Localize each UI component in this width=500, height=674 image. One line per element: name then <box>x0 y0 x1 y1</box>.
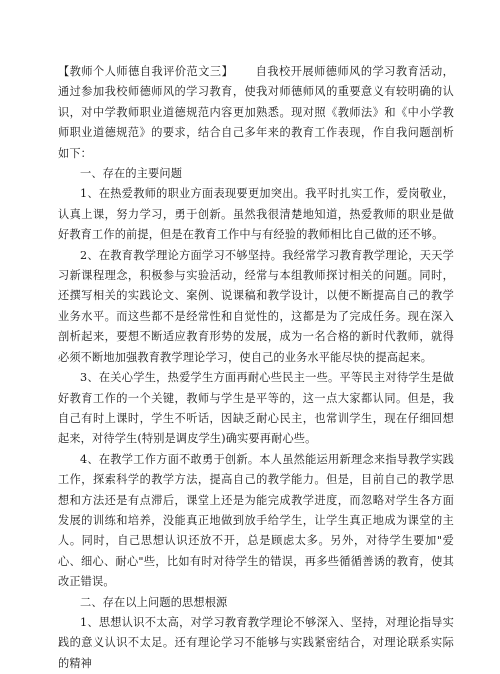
section-heading-root-causes: 二、存在以上问题的思想根源 <box>80 595 228 609</box>
document-title: 【教师个人师德自我评价范文三】 <box>58 65 234 78</box>
paragraph-love-profession: 1、在热爱教师的职业方面表现要更加突出。我平时扎实工作，爱岗敬业，认真上课，努力学习，勇于创新。虽然我很清楚地知道，热爱教师的职业是做好教育工作的前提，但是在教育工作中与有经验的教师相比自己做的还不够。 <box>58 187 454 242</box>
intro-paragraph <box>58 62 454 164</box>
paragraph-innovation: 4、在教学工作方面不敢勇于创新。本人虽然能运用新理念来指导教学实践工作，探索科学的教学方法，提高自己的教学能力。但是，目前自己的教学思想和方法还是有点滞后，课堂上还是为能完成教学进度，而忽略对学生各方面发展的训练和培养，没能真正地做到放手给学生，让学生真正地成为课堂的主人。同时，自己思想认识还放不开，总是顾虑太多。另外，对待学生要加"爱心、细心、耐心"些，比如有时对待学生的错误，再多些循循善诱的教育，使其改正错误。 <box>58 452 454 589</box>
intro-text: 自我校开展师德师风的学习教育活动，通过参加我校师德师风的学习教育，使我对师德师风的重要意义有较明确的认识，对中学教师职业道德规范内容更加熟悉。现对照《教师法》和《中小学教师职业道德规范》的要求，结合自己多年来的教育工作表现，作自我问题剖析如下： <box>58 65 454 160</box>
paragraph-theory-study: 2、在教育教学理论方面学习不够坚持。我经常学习教育教学理论，天天学习新课程理念，积极参与实验活动，经常与本组教师探讨相关的问题。同时，还撰写相关的实践论文、案例、说课稿和教学设计，以便不断提高自己的教学业务水平。而这些都不是经常性和自觉性的，这都是为了完成任务。现在深入剖析起来，要想不断适应教育形势的发展，成为一名合格的新时代教师，就得必须不断地加强教育教学理论学习，使自己的业务水平能尽快的提高起来。 <box>58 248 454 364</box>
paragraph-thinking: 1、思想认识不太高，对学习教育教学理论不够深入、坚持，对理论指导实践的意义认识不太足。还有理论学习不能够与实践紧密结合，对理论联系实际的精神 <box>58 615 454 670</box>
section-heading-main-problems: 一、存在的主要问题 <box>80 167 183 181</box>
paragraph-care-students: 3、在关心学生，热爱学生方面再耐心些民主一些。平等民主对待学生是做好教育工作的一个关键，教师与学生是平等的，这一点大家都认同。但是，我自己有时上课时，学生不听话，因缺乏耐心民主，也常训学生，现在仔细回想起来，对待学生(特别是调皮学生)确实要再耐心些。 <box>58 371 454 446</box>
